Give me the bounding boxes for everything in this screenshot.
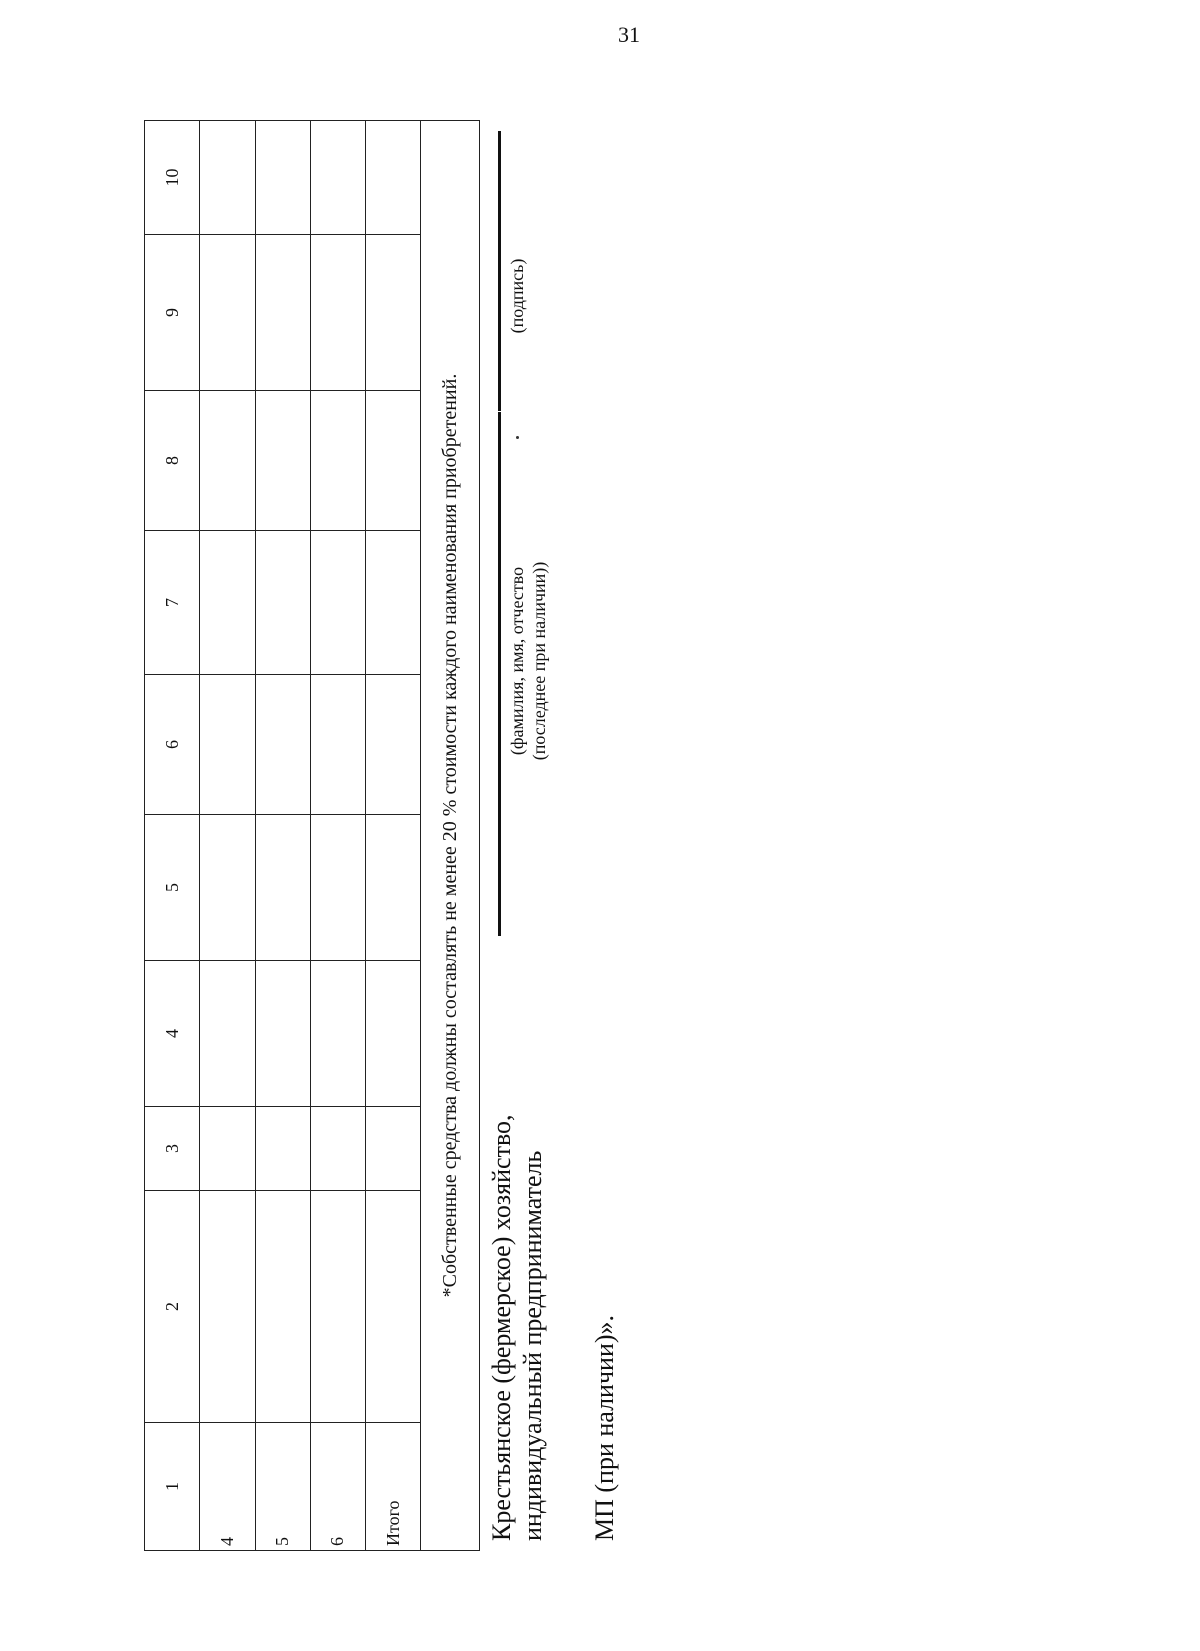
table-cell: [255, 675, 310, 815]
table-cell: [366, 815, 421, 961]
signatory-label: [486, 1114, 548, 1541]
rotated-page-content: [144, 151, 904, 1551]
table-cell: [310, 961, 365, 1107]
table-cell: [255, 1191, 310, 1423]
table-cell: [310, 235, 365, 391]
table-cell: [366, 121, 421, 235]
table-cell: [366, 1107, 421, 1191]
table-cell: [255, 121, 310, 235]
header-cell: 2: [145, 1191, 200, 1423]
table-note: *Собственные средства должны составлять не менее 20 % стоимости каждого наименования приобретений.: [421, 121, 480, 1551]
header-cell: 10: [145, 121, 200, 235]
table-cell: [366, 961, 421, 1107]
table-cell: [255, 391, 310, 531]
name-caption: [506, 511, 550, 811]
header-cell: 6: [145, 675, 200, 815]
table-cell: [200, 1191, 255, 1423]
table-cell: [200, 675, 255, 815]
signature-underline: [498, 131, 501, 411]
signatory-label-line1: Крестьянское (фермерское) хозяйство,: [487, 1114, 516, 1541]
table-cell: [310, 121, 365, 235]
scan-speck: [516, 436, 519, 439]
table-cell: [200, 1107, 255, 1191]
table-cell: [310, 815, 365, 961]
table-total-row: [366, 121, 421, 1551]
table-cell: [200, 391, 255, 531]
header-cell: 7: [145, 531, 200, 675]
header-cell: 9: [145, 235, 200, 391]
table-cell: 5: [255, 1423, 310, 1551]
data-table: [144, 120, 480, 1551]
table-cell: [310, 675, 365, 815]
table-cell: [366, 675, 421, 815]
total-label-cell: Итого: [366, 1423, 421, 1551]
table-cell: [200, 815, 255, 961]
table-cell: [366, 1191, 421, 1423]
table-header-row: [145, 121, 200, 1551]
stamp-placeholder: МП (при наличии)».: [590, 1314, 619, 1541]
table-row: [255, 121, 310, 1551]
table-row: [310, 121, 365, 1551]
table-cell: 6: [310, 1423, 365, 1551]
page-number: 31: [618, 22, 640, 47]
header-cell: 3: [145, 1107, 200, 1191]
table-cell: [366, 391, 421, 531]
table-cell: [310, 531, 365, 675]
table-cell: [310, 1191, 365, 1423]
table-cell: [255, 235, 310, 391]
header-cell: 4: [145, 961, 200, 1107]
header-cell: 1: [145, 1423, 200, 1551]
table-cell: [366, 235, 421, 391]
table-cell: 4: [200, 1423, 255, 1551]
table-cell: [255, 815, 310, 961]
name-caption-line1: (фамилия, имя, отчество: [507, 566, 527, 756]
table-cell: [200, 531, 255, 675]
table-cell: [200, 961, 255, 1107]
table-row: [200, 121, 255, 1551]
table-cell: [366, 531, 421, 675]
table-cell: [200, 235, 255, 391]
name-caption-line2: (последнее при наличии)): [529, 561, 549, 761]
table-cell: [310, 391, 365, 531]
signatory-label-line2: индивидуальный предприниматель: [518, 1150, 547, 1541]
table-cell: [255, 1107, 310, 1191]
header-cell: 8: [145, 391, 200, 531]
table-cell: [310, 1107, 365, 1191]
header-cell: 5: [145, 815, 200, 961]
table-note-row: [421, 121, 480, 1551]
signature-caption: (подпись): [507, 258, 527, 334]
table-cell: [200, 121, 255, 235]
table-cell: [255, 961, 310, 1107]
name-underline: [498, 412, 501, 936]
table-cell: [255, 531, 310, 675]
